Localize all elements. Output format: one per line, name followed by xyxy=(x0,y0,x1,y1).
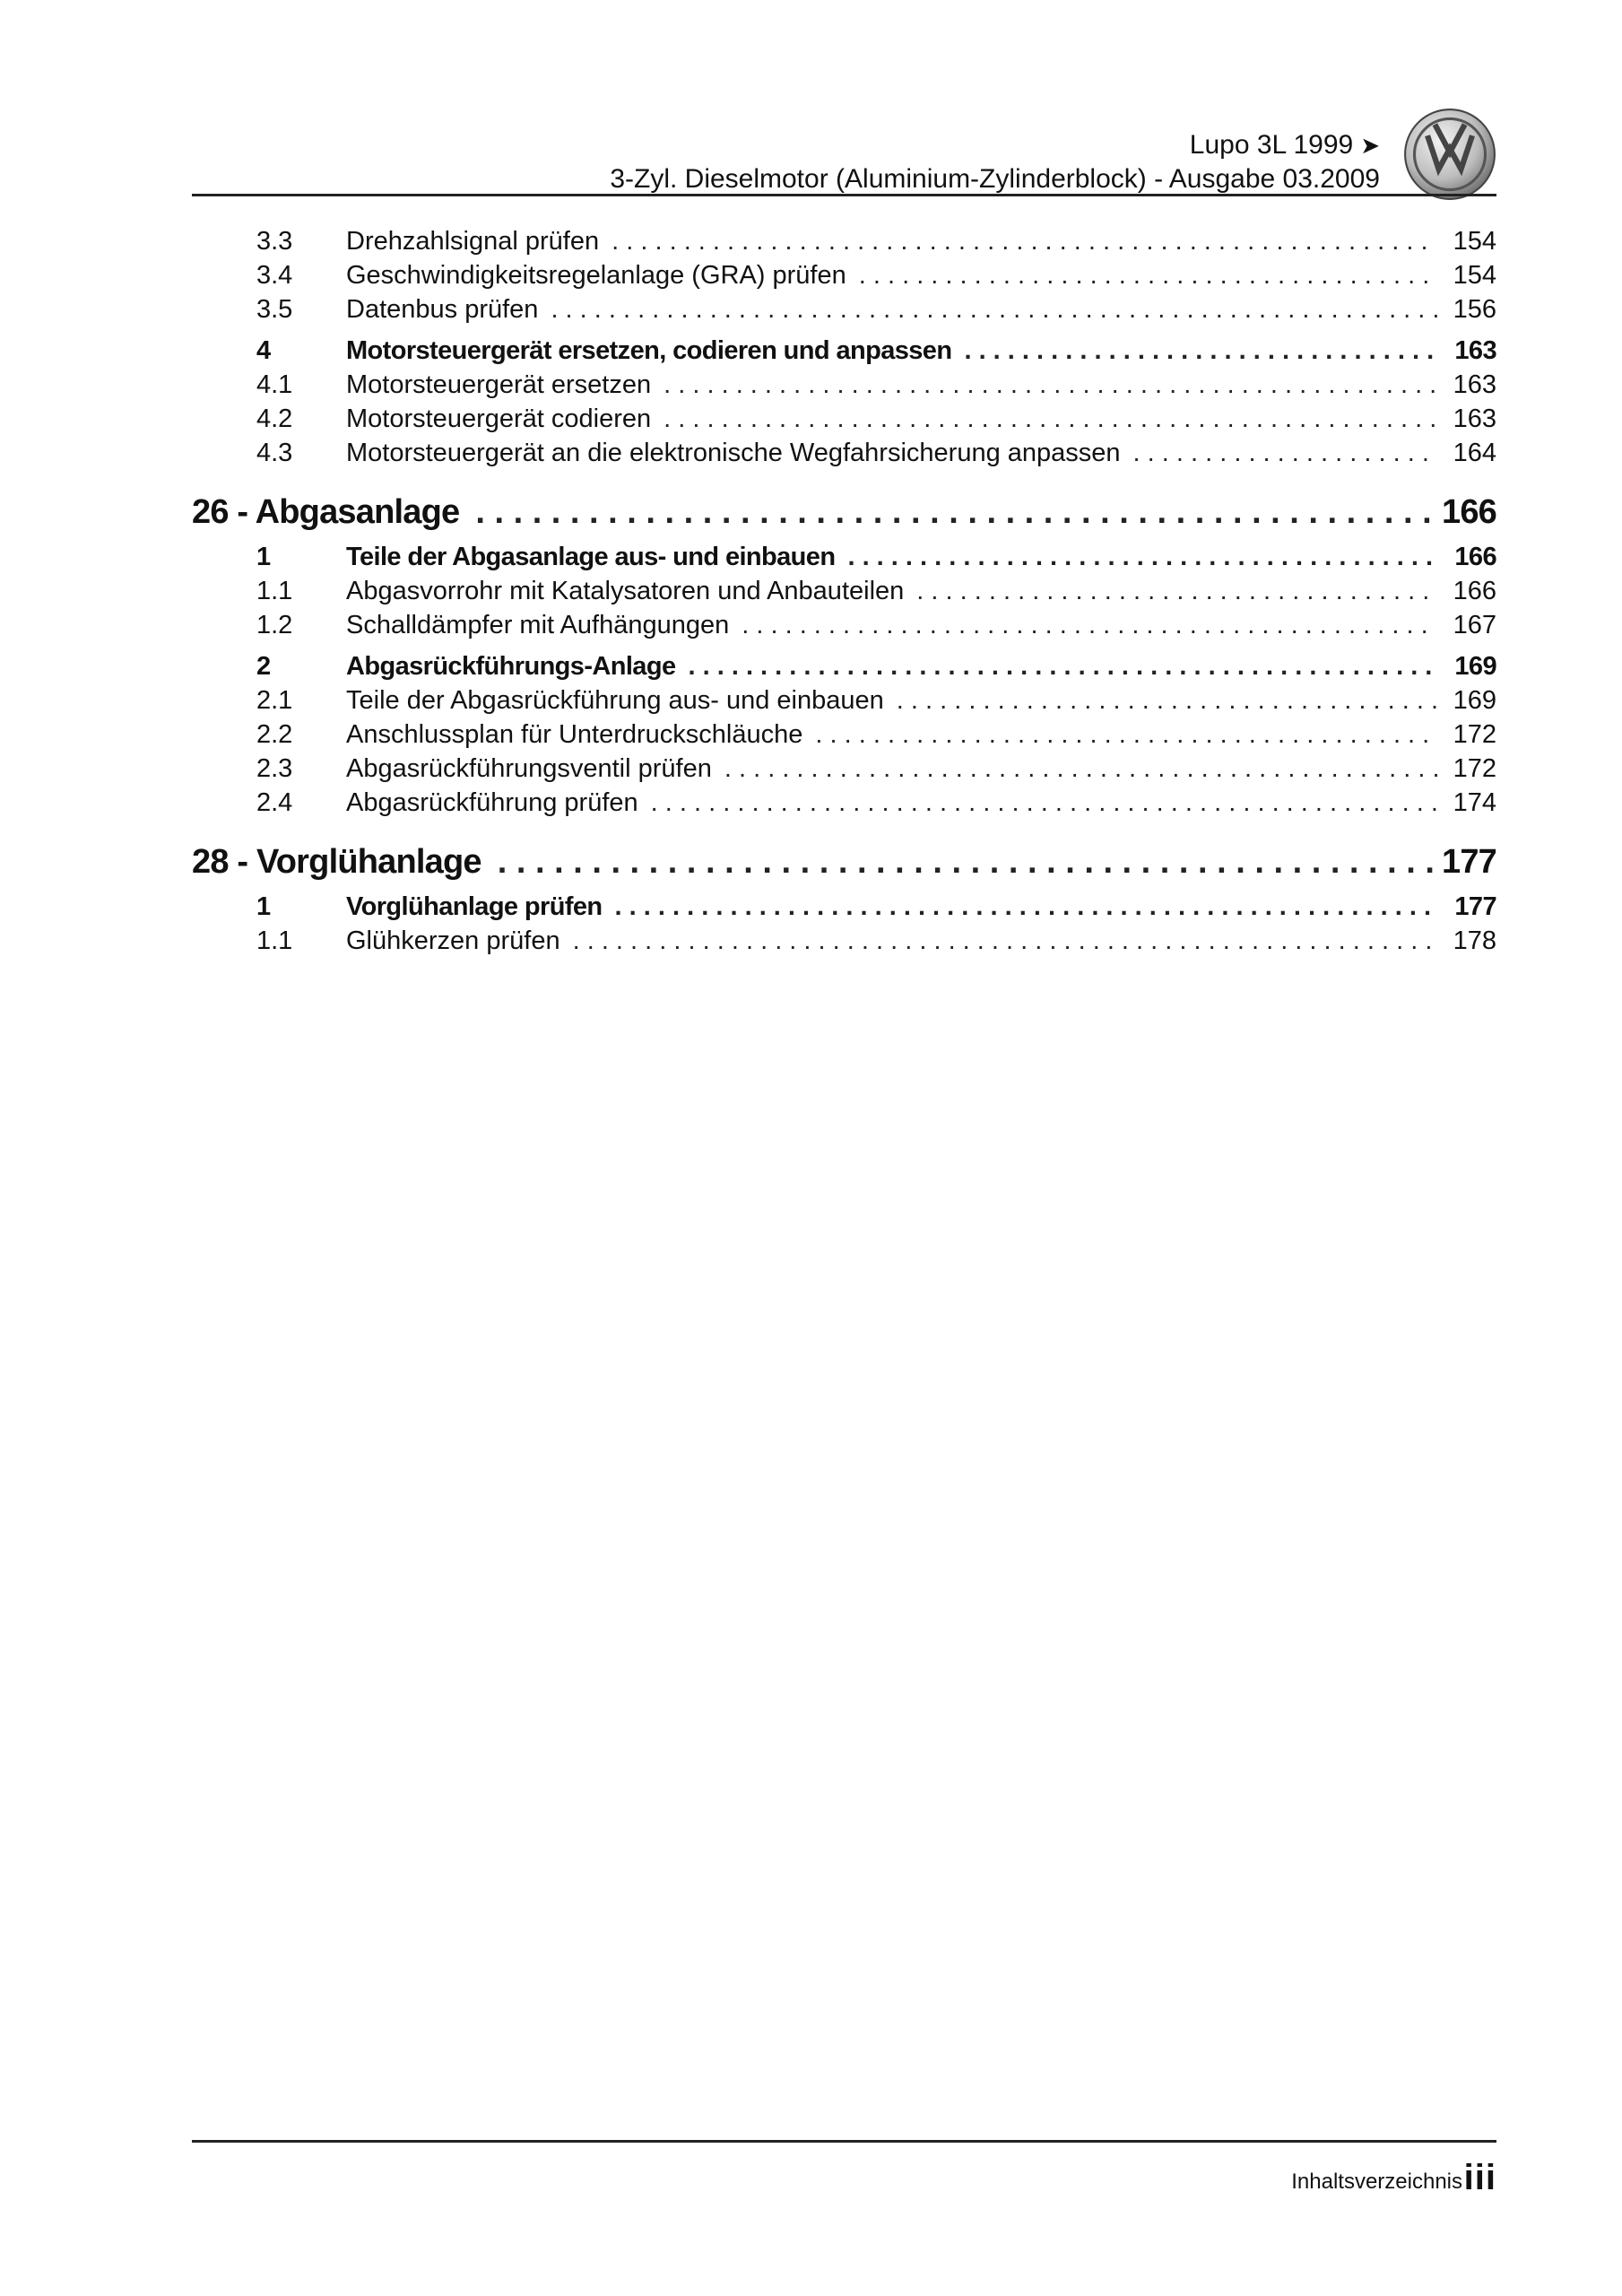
toc-dot-leader xyxy=(612,224,1437,258)
toc-page-number: 154 xyxy=(1453,261,1496,290)
toc-dot-leader xyxy=(475,491,1433,533)
toc-entry-row[interactable] xyxy=(192,752,1496,786)
page-header xyxy=(192,126,1496,197)
toc-entry-number: 2 xyxy=(256,652,271,681)
toc-page-number: 166 xyxy=(1454,543,1496,571)
footer-divider xyxy=(192,2140,1496,2143)
toc-entry-title: Motorsteuergerät ersetzen xyxy=(346,370,652,399)
toc-page-number: 177 xyxy=(1454,892,1496,921)
toc-entry-title: Schalldämpfer mit Aufhängungen xyxy=(346,611,730,639)
toc-page-number: 167 xyxy=(1453,611,1496,639)
toc-entry-title: Teile der Abgasrückführung aus- und einbauen xyxy=(346,686,884,715)
toc-entry-number: 1.1 xyxy=(256,926,293,955)
toc-page-number: 178 xyxy=(1453,926,1496,955)
toc-entry-number: 3.5 xyxy=(256,295,293,324)
toc-entry-row[interactable] xyxy=(192,649,1496,683)
toc-page-number: 172 xyxy=(1453,720,1496,749)
toc-entry-number: 1 xyxy=(256,543,271,571)
toc-page-number: 156 xyxy=(1453,295,1496,324)
toc-chapter-row[interactable] xyxy=(192,841,1496,883)
toc-dot-leader xyxy=(664,402,1437,436)
toc-entry-title: Abgasrückführungsventil prüfen xyxy=(346,754,712,783)
toc-entry-title: Datenbus prüfen xyxy=(346,295,539,324)
toc-dot-leader xyxy=(1133,436,1437,470)
toc-entry-number: 2.3 xyxy=(256,754,293,783)
toc-entry-number: 4.1 xyxy=(256,370,293,399)
toc-entry-row[interactable] xyxy=(192,258,1496,292)
toc-entry-title: Motorsteuergerät codieren xyxy=(346,404,652,433)
toc-dot-leader xyxy=(916,574,1437,608)
toc-entry-row[interactable] xyxy=(192,890,1496,924)
toc-page-number: 169 xyxy=(1454,652,1496,681)
toc-entry-row[interactable] xyxy=(192,718,1496,752)
toc-entry-number: 2.1 xyxy=(256,686,293,715)
toc-dot-leader xyxy=(615,890,1437,924)
toc-entry-title: 28 - Vorglühanlage xyxy=(192,843,481,881)
toc-entry-title: 26 - Abgasanlage xyxy=(192,493,460,531)
toc-entry-number: 3.3 xyxy=(256,227,293,256)
toc-entry-number: 1.2 xyxy=(256,611,293,639)
toc-entry-row[interactable] xyxy=(192,540,1496,574)
toc-entry-row[interactable] xyxy=(192,368,1496,402)
toc-page-number: 164 xyxy=(1453,439,1496,467)
toc-dot-leader xyxy=(964,334,1437,368)
footer-page-number: iii xyxy=(1463,2158,1496,2197)
toc-chapter-row[interactable] xyxy=(192,491,1496,533)
toc-entry-title: Motorsteuergerät an die elektronische Wegfahrsicherung anpassen xyxy=(346,439,1121,467)
toc-entry-number: 4.3 xyxy=(256,439,293,467)
toc-entry-row[interactable] xyxy=(192,292,1496,326)
toc-dot-leader xyxy=(859,258,1437,292)
toc-dot-leader xyxy=(897,683,1437,718)
toc-page-number: 154 xyxy=(1453,227,1496,256)
toc-dot-leader xyxy=(651,786,1437,820)
toc-entry-number: 1 xyxy=(256,892,271,921)
toc-entry-title: Abgasrückführung prüfen xyxy=(346,788,638,817)
toc-dot-leader xyxy=(498,841,1433,883)
toc-page-number: 172 xyxy=(1453,754,1496,783)
toc-entry-title: Vorglühanlage prüfen xyxy=(346,892,603,921)
toc-page-number: 163 xyxy=(1453,404,1496,433)
toc-entry-title: Abgasrückführungs-Anlage xyxy=(346,652,676,681)
toc-entry-title: Anschlussplan für Unterdruckschläuche xyxy=(346,720,803,749)
toc-entry-number: 4 xyxy=(256,336,271,365)
toc-entry-number: 4.2 xyxy=(256,404,293,433)
footer-section-label: Inhaltsverzeichnis xyxy=(1291,2170,1462,2194)
table-of-contents xyxy=(192,224,1496,958)
toc-page-number: 177 xyxy=(1441,843,1496,881)
toc-entry-row[interactable] xyxy=(192,402,1496,436)
toc-entry-title: Teile der Abgasanlage aus- und einbauen xyxy=(346,543,836,571)
toc-dot-leader xyxy=(551,292,1437,326)
header-title xyxy=(1190,129,1380,161)
toc-dot-leader xyxy=(815,718,1437,752)
toc-entry-number: 2.4 xyxy=(256,788,293,817)
toc-page-number: 166 xyxy=(1453,577,1496,605)
header-divider xyxy=(192,194,1496,196)
toc-page-number: 174 xyxy=(1453,788,1496,817)
toc-page-number: 169 xyxy=(1453,686,1496,715)
toc-entry-row[interactable] xyxy=(192,683,1496,718)
toc-entry-row[interactable] xyxy=(192,436,1496,470)
toc-entry-title: Geschwindigkeitsregelanlage (GRA) prüfen xyxy=(346,261,846,290)
toc-entry-number: 2.2 xyxy=(256,720,293,749)
toc-dot-leader xyxy=(742,608,1437,642)
toc-entry-title: Drehzahlsignal prüfen xyxy=(346,227,600,256)
toc-entry-row[interactable] xyxy=(192,924,1496,958)
toc-page-number: 163 xyxy=(1453,370,1496,399)
toc-entry-title: Motorsteuergerät ersetzen, codieren und anpassen xyxy=(346,336,952,365)
toc-entry-number: 1.1 xyxy=(256,577,293,605)
header-title-text: Lupo 3L 1999 xyxy=(1189,130,1354,160)
toc-dot-leader xyxy=(688,649,1437,683)
next-arrow-icon: ➤ xyxy=(1360,132,1380,159)
toc-page-number: 166 xyxy=(1441,493,1496,531)
toc-entry-title: Glühkerzen prüfen xyxy=(346,926,560,955)
toc-dot-leader xyxy=(724,752,1437,786)
toc-entry-row[interactable] xyxy=(192,608,1496,642)
header-subtitle: 3-Zyl. Dieselmotor (Aluminium-Zylinderblock) - Ausgabe 03.2009 xyxy=(610,164,1380,194)
toc-entry-row[interactable] xyxy=(192,786,1496,820)
toc-dot-leader xyxy=(847,540,1437,574)
toc-entry-row[interactable] xyxy=(192,574,1496,608)
toc-page-number: 163 xyxy=(1454,336,1496,365)
toc-entry-number: 3.4 xyxy=(256,261,293,290)
toc-dot-leader xyxy=(573,924,1437,958)
toc-entry-row[interactable] xyxy=(192,334,1496,368)
toc-entry-row[interactable] xyxy=(192,224,1496,258)
toc-dot-leader xyxy=(664,368,1437,402)
toc-entry-title: Abgasvorrohr mit Katalysatoren und Anbauteilen xyxy=(346,577,905,605)
vw-logo-icon xyxy=(1403,108,1496,201)
